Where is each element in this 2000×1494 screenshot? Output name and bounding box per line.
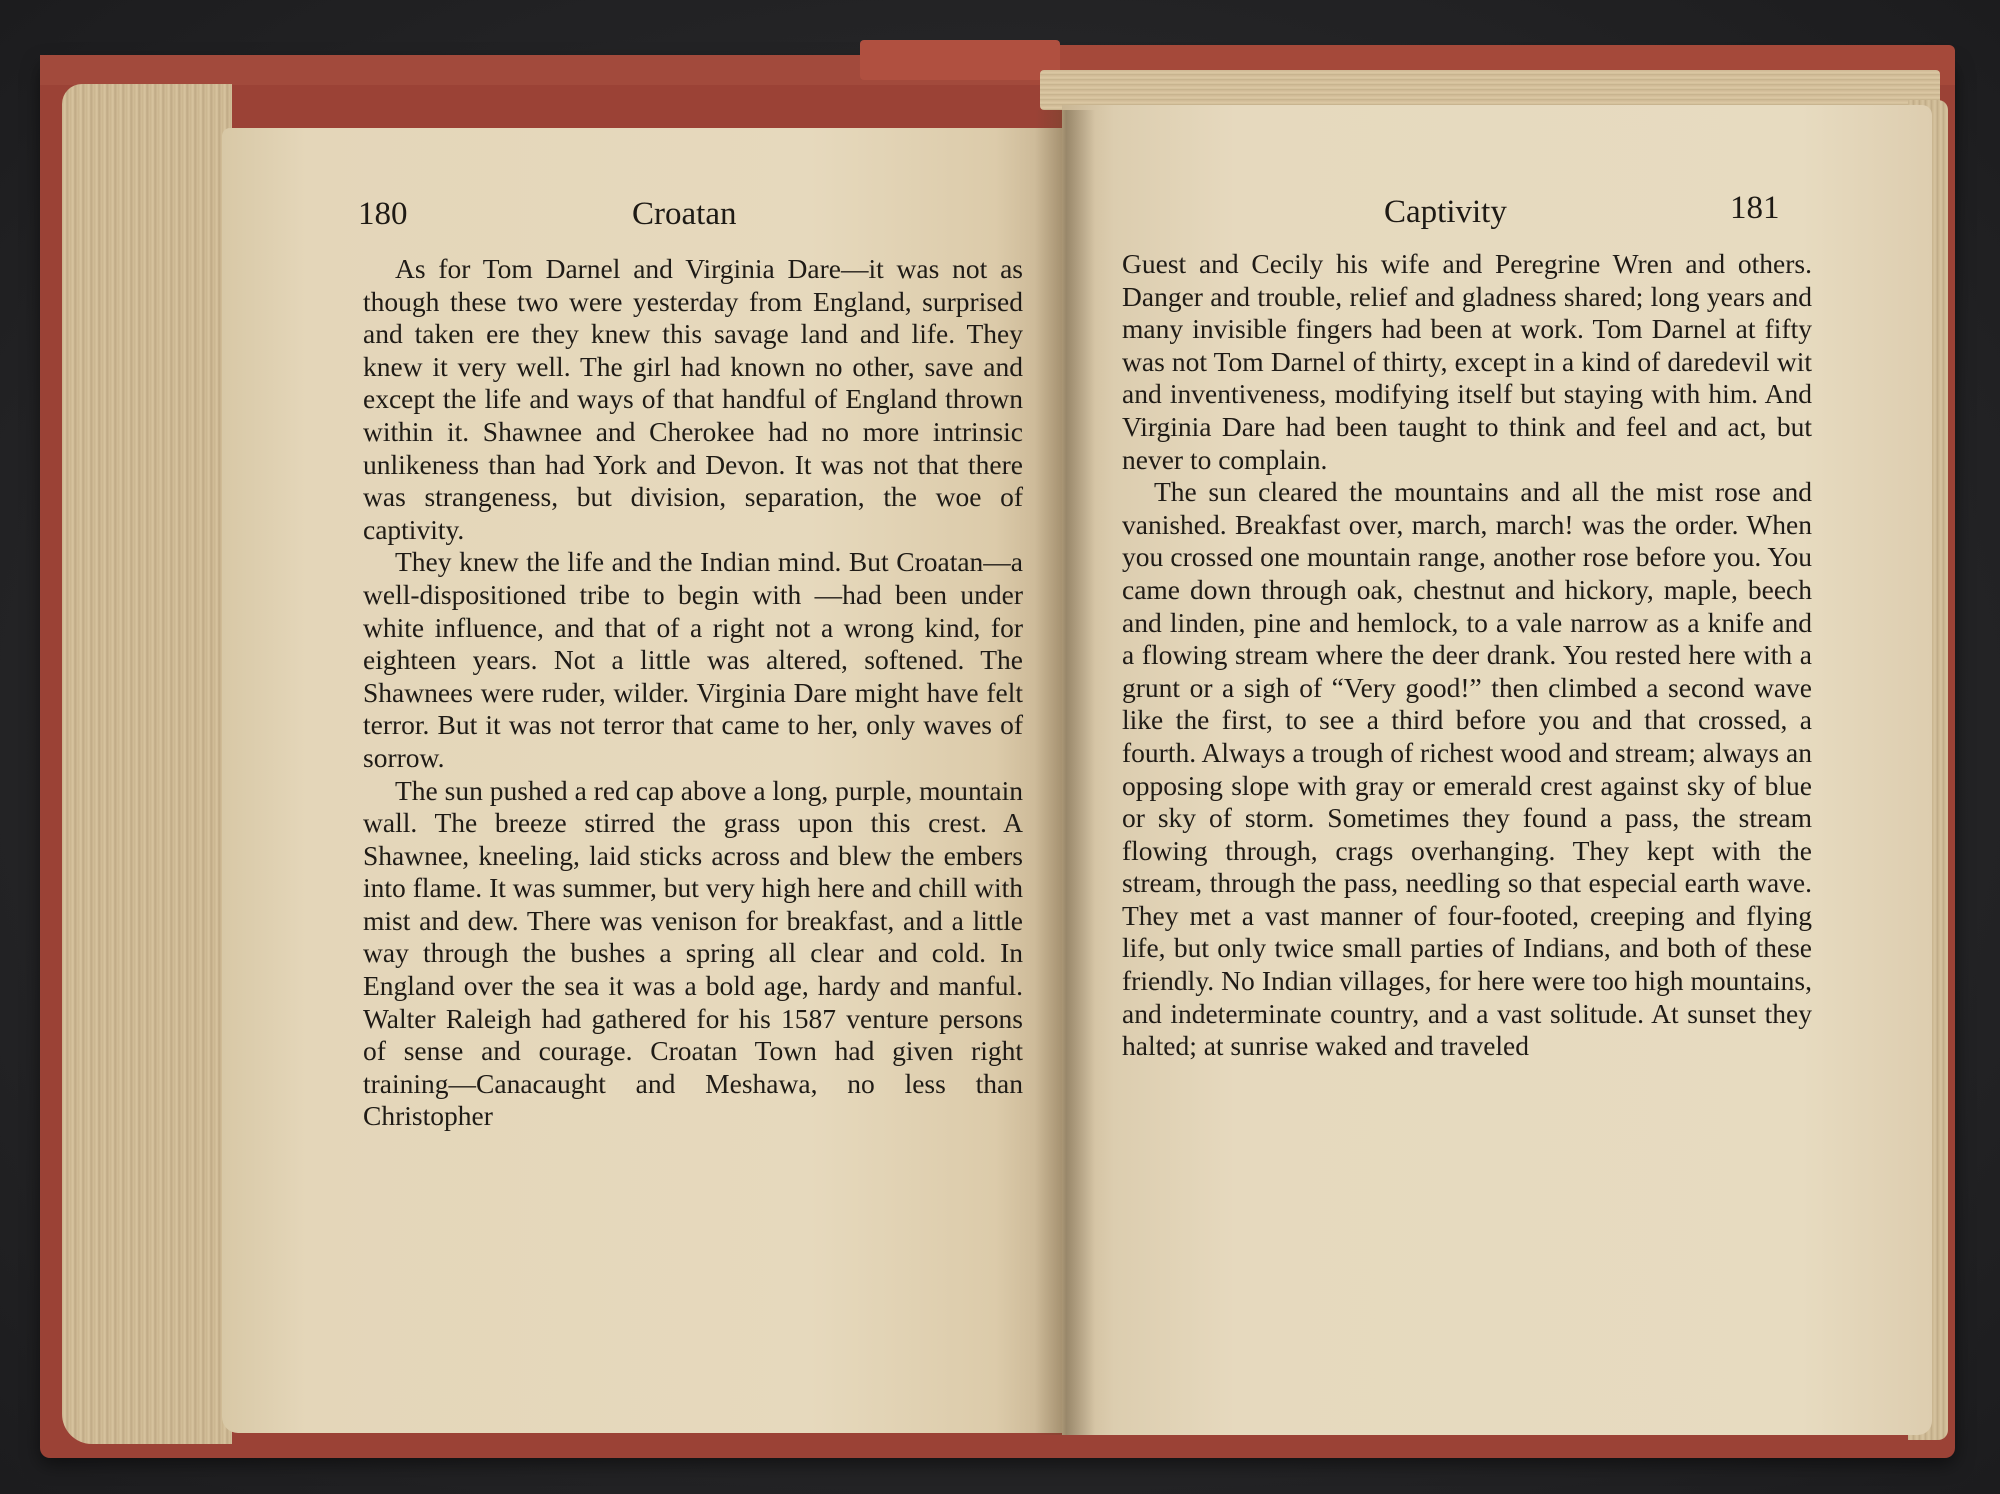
- right-running-head: Captivity: [1384, 194, 1507, 230]
- left-text-block: [363, 253, 1023, 1133]
- page-stack-left: [62, 84, 232, 1444]
- book-spine: [860, 40, 1060, 80]
- left-paragraph: The sun pushed a red cap above a long, purple, mountain wall. The breeze stirred the grass upon this crest. A Shawnee, kneeling, laid sticks across and blew the embers into flame. It was summer, but very high here and chill with mist and dew. There was venison for breakfast, and a little way through the bushes a spring all clear and cold. In England over the sea it was a bold age, hardy and manful. Walter Raleigh had gathered for his 1587 venture persons of sense and courage. Croatan Town had given right training—Canacaught and Meshawa, no less than Christopher: [363, 774, 1023, 1132]
- page-stack-top-right: [1040, 70, 1940, 110]
- left-running-head: Croatan: [632, 196, 737, 232]
- right-paragraph: The sun cleared the mountains and all the mist rose and vanished. Breakfast over, march, march! was the order. When you crossed one mountain range, another rose before you. You came down through oak, chestnut and hickory, maple, beech and linden, pine and hemlock, to a vale narrow as a knife and a flowing stream where the deer drank. You rested here with a grunt or a sigh of “Very good!” then climbed a second wave like the first, to see a third before you and that crossed, a fourth. Always a trough of richest wood and stream; always an opposing slope with gray or emerald crest against sky of blue or sky of storm. Sometimes they found a pass, the stream flowing through, crags overhanging. They kept with the stream, through the pass, needling so that especial earth wave. They met a vast manner of four-footed, creeping and flying life, but only twice small parties of Indians, and both of these friendly. No Indian villages, for here were too high mountains, and indeterminate country, and a vast solitude. At sunset they halted; at sunrise waked and traveled: [1122, 476, 1812, 1062]
- left-paragraph: As for Tom Darnel and Virginia Dare—it was not as though these two were yesterday from England, surprised and taken ere they knew this savage land and life. They knew it very well. The girl had known no other, save and except the life and ways of that handful of England thrown within it. Shawnee and Cherokee had no more intrinsic unlikeness than had York and Devon. It was not that there was strangeness, but division, separation, the woe of captivity.: [363, 253, 1023, 545]
- page-gutter-shadow: [1035, 110, 1095, 1435]
- right-text-block: [1122, 248, 1812, 1063]
- right-page-number: 181: [1730, 190, 1780, 226]
- left-page-number: 180: [358, 196, 408, 232]
- left-paragraph: They knew the life and the Indian mind. But Croatan—a well-dispositioned tribe to begin with —had been under white influence, and that of a right not a wrong kind, for eighteen years. Not a little was altered, softened. The Shawnees were ruder, wilder. Virginia Dare might have felt terror. But it was not terror that came to her, only waves of sorrow.: [363, 546, 1023, 773]
- right-paragraph: Guest and Cecily his wife and Peregrine Wren and others. Danger and trouble, relief and gladness shared; long years and many invisible fingers had been at work. Tom Darnel at fifty was not Tom Darnel of thirty, except in a kind of daredevil wit and inventiveness, modifying itself but staying with him. And Virginia Dare had been taught to think and feel and act, but never to complain.: [1122, 248, 1812, 475]
